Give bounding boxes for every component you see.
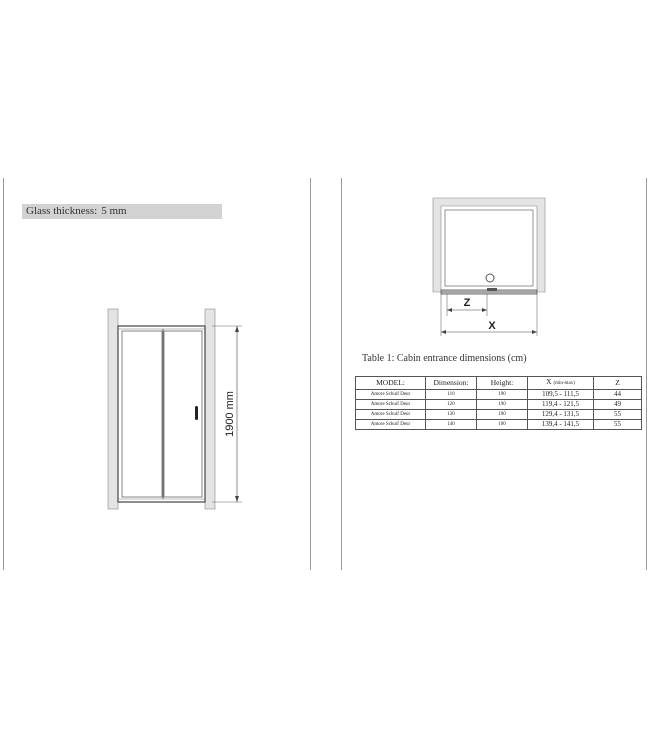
- cell-dimension: 130: [426, 410, 477, 420]
- table-header-row: [356, 377, 642, 390]
- cell-x: 139,4 - 141,5: [528, 420, 594, 430]
- right-wall: [205, 309, 215, 509]
- door-panel-left: [122, 331, 162, 497]
- cell-x: 109,5 - 111,5: [528, 390, 594, 400]
- cell-z: 44: [594, 390, 642, 400]
- glass-thickness-banner: [22, 204, 222, 219]
- header-dimension: Dimension:: [426, 377, 477, 390]
- plan-view-drawing: [425, 192, 555, 342]
- cell-height: 190: [477, 390, 528, 400]
- cell-height: 190: [477, 400, 528, 410]
- table-row: [356, 390, 642, 400]
- cell-z: 55: [594, 420, 642, 430]
- cell-model: Amore Schuif Deur: [356, 410, 426, 420]
- table-row: [356, 420, 642, 430]
- glass-thickness-value: 5 mm: [101, 205, 127, 217]
- z-dimension-label: Z: [463, 297, 471, 309]
- left-page-border: [3, 178, 4, 570]
- header-x-unit: (min-max): [553, 381, 575, 386]
- header-model: MODEL:: [356, 377, 426, 390]
- header-x: [528, 377, 594, 390]
- cell-x: 119,4 - 121,5: [528, 400, 594, 410]
- header-height: Height:: [477, 377, 528, 390]
- door-elevation-drawing: [100, 305, 250, 515]
- cell-z: 49: [594, 400, 642, 410]
- cell-model: Amore Schuif Deur: [356, 420, 426, 430]
- cell-z: 55: [594, 410, 642, 420]
- door-handle-icon: [195, 406, 198, 420]
- cell-height: 190: [477, 420, 528, 430]
- glass-thickness-label: Glass thickness:: [26, 205, 98, 217]
- cell-height: 190: [477, 410, 528, 420]
- cell-dimension: 140: [426, 420, 477, 430]
- cell-x: 129,4 - 131,5: [528, 410, 594, 420]
- cell-dimension: 120: [426, 400, 477, 410]
- cell-dimension: 110: [426, 390, 477, 400]
- header-x-label: X: [546, 377, 552, 386]
- dimensions-table: [355, 376, 642, 430]
- table-row: [356, 410, 642, 420]
- table-caption: Table 1: Cabin entrance dimensions (cm): [362, 353, 527, 364]
- plan-wall: [433, 198, 545, 292]
- x-dimension-label: X: [488, 320, 496, 332]
- header-z: Z: [594, 377, 642, 390]
- left-wall: [108, 309, 118, 509]
- cell-model: Amore Schuif Deur: [356, 390, 426, 400]
- page-divider-right: [341, 178, 342, 570]
- height-dimension-label: 1900 mm: [224, 391, 236, 437]
- page-divider-left: [310, 178, 311, 570]
- cell-model: Amore Schuif Deur: [356, 400, 426, 410]
- right-page-border: [646, 178, 647, 570]
- table-row: [356, 400, 642, 410]
- door-frame: [118, 326, 205, 502]
- drain-icon: [486, 274, 494, 282]
